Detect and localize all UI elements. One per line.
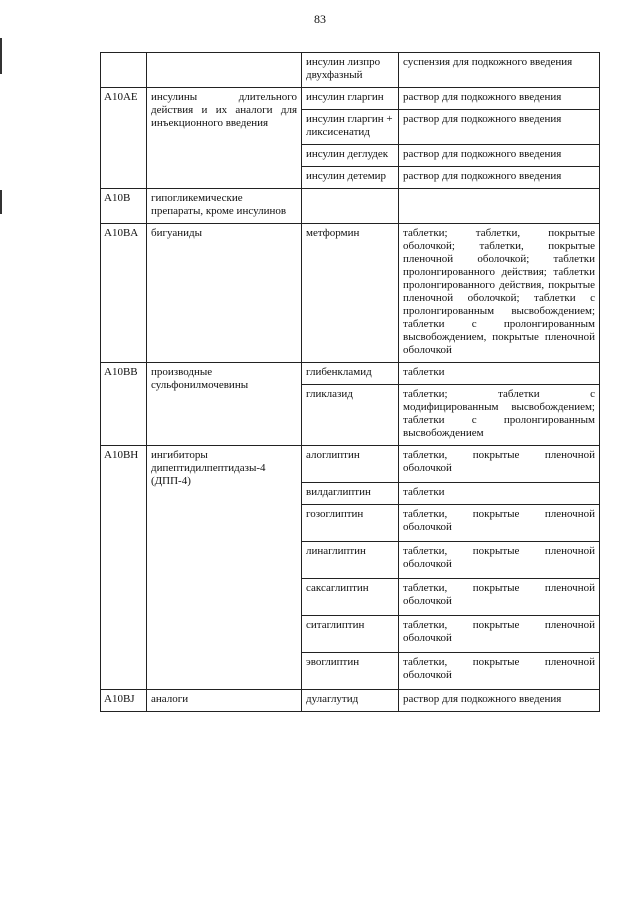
form-cell: раствор для подкожного введения [399,145,600,167]
atc-code-cell [101,53,147,88]
inn-cell: вилдаглиптин [302,483,399,505]
form-cell: суспензия для подкожного введения [399,53,600,88]
form-cell: таблетки [399,363,600,385]
atc-code-cell: A10BJ [101,690,147,712]
margin-mark [0,190,2,214]
inn-cell: гликлазид [302,385,399,446]
atc-code-cell: A10B [101,189,147,224]
inn-cell: ситаглиптин [302,616,399,653]
inn-cell: инсулин гларгин + ликсисенатид [302,110,399,145]
inn-cell: инсулин деглудек [302,145,399,167]
group-cell: ингибиторы дипептидилпептидазы-4 (ДПП-4) [147,446,302,690]
group-cell [147,53,302,88]
form-cell: таблетки; таблетки, покрытые оболочкой; таблетки, покрытые пленочной оболочкой; таблетки пролонгированного действия; таблетки пролонгированного действия, покрытые пленочной оболочкой; таблетки с пролонгированным высвобождением; таблетки с пролонгированным высвобождением, покрытые пленочной оболочкой [399,224,600,363]
form-cell: таблетки, покрытые пленочной оболочкой [399,616,600,653]
atc-code-cell: A10BB [101,363,147,446]
group-cell: аналоги [147,690,302,712]
inn-cell: дулаглутид [302,690,399,712]
inn-cell: метформин [302,224,399,363]
inn-cell: глибенкламид [302,363,399,385]
group-cell: бигуаниды [147,224,302,363]
atc-code-cell: A10AE [101,88,147,189]
form-cell: таблетки [399,483,600,505]
form-cell: таблетки; таблетки с модифицированным высвобождением; таблетки с пролонгированным высвобождением [399,385,600,446]
form-cell: раствор для подкожного введения [399,110,600,145]
inn-cell: инсулин детемир [302,167,399,189]
form-cell: таблетки, покрытые пленочной оболочкой [399,542,600,579]
form-cell: таблетки, покрытые пленочной оболочкой [399,579,600,616]
inn-cell: эвоглиптин [302,653,399,690]
inn-cell [302,189,399,224]
table-row [101,189,600,224]
group-cell: инсулины длительного действия и их аналоги для инъекционного введения [147,88,302,189]
atc-code-cell: A10BA [101,224,147,363]
inn-cell: линаглиптин [302,542,399,579]
form-cell: раствор для подкожного введения [399,690,600,712]
form-cell: таблетки, покрытые пленочной оболочкой [399,446,600,483]
form-cell: таблетки, покрытые пленочной оболочкой [399,505,600,542]
group-cell: производные сульфонилмочевины [147,363,302,446]
form-cell: раствор для подкожного введения [399,167,600,189]
table-row [101,446,600,483]
group-cell: гипогликемические препараты, кроме инсулинов [147,189,302,224]
table-row [101,53,600,88]
table-row [101,690,600,712]
table-row [101,224,600,363]
margin-mark [0,38,2,74]
inn-cell: алоглиптин [302,446,399,483]
form-cell: таблетки, покрытые пленочной оболочкой [399,653,600,690]
inn-cell: гозоглиптин [302,505,399,542]
table-row [101,363,600,385]
atc-code-cell: A10BH [101,446,147,690]
page-number: 83 [314,12,326,26]
table-row [101,88,600,110]
drug-table [100,52,600,712]
form-cell: раствор для подкожного введения [399,88,600,110]
form-cell [399,189,600,224]
inn-cell: инсулин лизпро двухфазный [302,53,399,88]
inn-cell: инсулин гларгин [302,88,399,110]
inn-cell: саксаглиптин [302,579,399,616]
